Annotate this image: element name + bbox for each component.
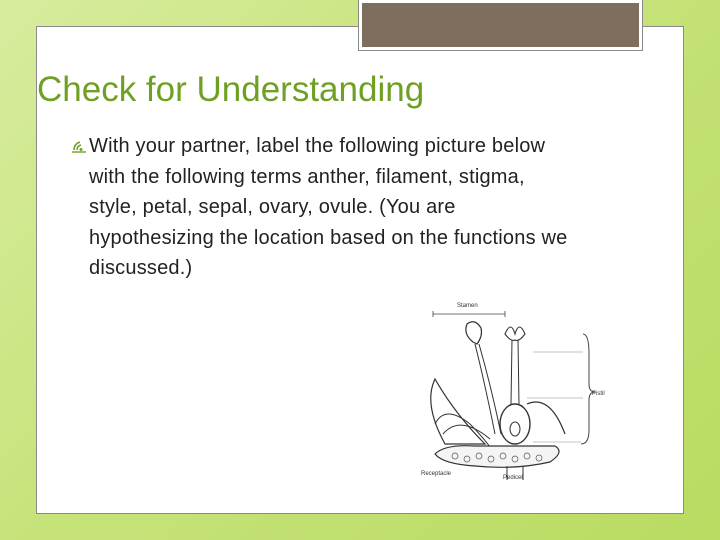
style [511, 340, 512, 404]
receptacle-label: Receptacle [421, 471, 452, 477]
pistil-label: Pistil [592, 391, 605, 397]
ovule [510, 422, 520, 436]
anther [466, 322, 482, 344]
stigma [505, 327, 525, 340]
instruction-text: With your partner, label the following picture below with the following terms anther, filament, stigma, style, petal, sepal, ovary, ovule. (You are hypothesizing the location based on the functions we discussed.) [89, 135, 568, 279]
ovary [500, 404, 530, 444]
petal-left [431, 379, 485, 444]
flower-diagram [415, 294, 625, 482]
slide-title: Check for Understanding [37, 70, 425, 109]
wifi-arc-bullet-icon [70, 138, 88, 154]
stamen-label: Stamen [457, 303, 478, 309]
pistil-bracket [581, 334, 595, 444]
receptacle [435, 446, 559, 468]
title-accent-bar [359, 0, 642, 50]
pedicel-label: Pedicel [503, 475, 523, 481]
filament [475, 344, 495, 434]
